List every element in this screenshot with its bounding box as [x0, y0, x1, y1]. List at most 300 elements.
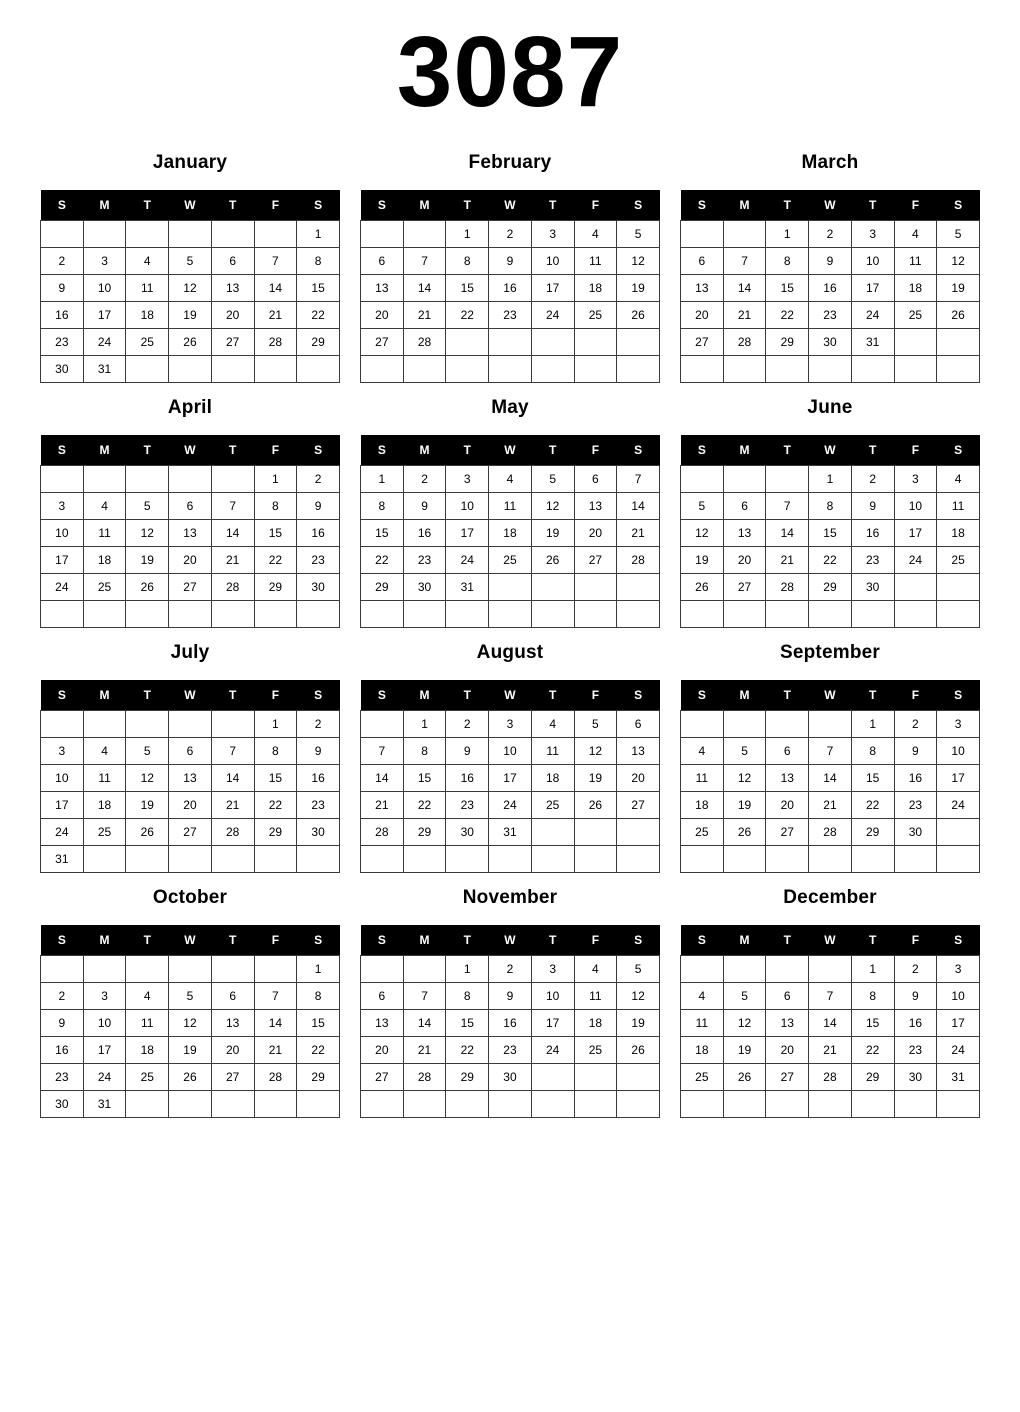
day-cell[interactable]: 6: [574, 466, 617, 493]
day-cell[interactable]: 22: [766, 302, 809, 329]
day-cell[interactable]: 3: [83, 248, 126, 275]
day-cell[interactable]: 15: [851, 765, 894, 792]
day-cell[interactable]: 17: [83, 1037, 126, 1064]
day-cell[interactable]: 30: [489, 1064, 532, 1091]
day-cell[interactable]: 26: [617, 1037, 660, 1064]
day-cell[interactable]: 19: [169, 302, 212, 329]
day-cell[interactable]: 1: [446, 956, 489, 983]
day-cell[interactable]: 30: [41, 1091, 84, 1118]
day-cell[interactable]: 9: [41, 1010, 84, 1037]
day-cell[interactable]: 26: [169, 329, 212, 356]
day-cell[interactable]: 4: [489, 466, 532, 493]
day-cell[interactable]: 19: [617, 1010, 660, 1037]
day-cell[interactable]: 31: [83, 1091, 126, 1118]
day-cell[interactable]: 8: [254, 493, 297, 520]
day-cell[interactable]: 14: [617, 493, 660, 520]
day-cell[interactable]: 10: [937, 738, 980, 765]
day-cell[interactable]: 12: [723, 765, 766, 792]
day-cell[interactable]: 23: [894, 1037, 937, 1064]
day-cell[interactable]: 14: [809, 765, 852, 792]
day-cell[interactable]: 13: [361, 1010, 404, 1037]
day-cell[interactable]: 4: [126, 248, 169, 275]
day-cell[interactable]: 22: [297, 302, 340, 329]
day-cell[interactable]: 25: [937, 547, 980, 574]
day-cell[interactable]: 23: [403, 547, 446, 574]
day-cell[interactable]: 23: [489, 302, 532, 329]
day-cell[interactable]: 10: [41, 765, 84, 792]
day-cell[interactable]: 11: [83, 520, 126, 547]
day-cell[interactable]: 15: [809, 520, 852, 547]
day-cell[interactable]: 2: [41, 983, 84, 1010]
day-cell[interactable]: 21: [723, 302, 766, 329]
day-cell[interactable]: 6: [361, 983, 404, 1010]
day-cell[interactable]: 1: [297, 221, 340, 248]
day-cell[interactable]: 8: [297, 248, 340, 275]
day-cell[interactable]: 19: [723, 792, 766, 819]
day-cell[interactable]: 2: [489, 956, 532, 983]
day-cell[interactable]: 2: [446, 711, 489, 738]
day-cell[interactable]: 4: [681, 738, 724, 765]
day-cell[interactable]: 11: [681, 1010, 724, 1037]
day-cell[interactable]: 24: [531, 302, 574, 329]
day-cell[interactable]: 16: [489, 1010, 532, 1037]
day-cell[interactable]: 14: [254, 275, 297, 302]
day-cell[interactable]: 3: [851, 221, 894, 248]
day-cell[interactable]: 12: [617, 248, 660, 275]
day-cell[interactable]: 11: [894, 248, 937, 275]
day-cell[interactable]: 27: [361, 329, 404, 356]
day-cell[interactable]: 15: [297, 1010, 340, 1037]
day-cell[interactable]: 16: [809, 275, 852, 302]
day-cell[interactable]: 11: [574, 248, 617, 275]
day-cell[interactable]: 24: [83, 329, 126, 356]
day-cell[interactable]: 12: [681, 520, 724, 547]
day-cell[interactable]: 21: [766, 547, 809, 574]
day-cell[interactable]: 30: [297, 819, 340, 846]
day-cell[interactable]: 21: [809, 1037, 852, 1064]
day-cell[interactable]: 25: [574, 1037, 617, 1064]
day-cell[interactable]: 3: [531, 956, 574, 983]
day-cell[interactable]: 16: [851, 520, 894, 547]
day-cell[interactable]: 14: [254, 1010, 297, 1037]
day-cell[interactable]: 6: [169, 738, 212, 765]
day-cell[interactable]: 5: [937, 221, 980, 248]
day-cell[interactable]: 29: [446, 1064, 489, 1091]
day-cell[interactable]: 27: [766, 1064, 809, 1091]
day-cell[interactable]: 7: [254, 983, 297, 1010]
day-cell[interactable]: 29: [254, 574, 297, 601]
day-cell[interactable]: 24: [937, 1037, 980, 1064]
day-cell[interactable]: 6: [211, 983, 254, 1010]
day-cell[interactable]: 9: [446, 738, 489, 765]
day-cell[interactable]: 20: [361, 1037, 404, 1064]
day-cell[interactable]: 28: [403, 1064, 446, 1091]
day-cell[interactable]: 15: [297, 275, 340, 302]
day-cell[interactable]: 9: [403, 493, 446, 520]
day-cell[interactable]: 10: [41, 520, 84, 547]
day-cell[interactable]: 1: [851, 711, 894, 738]
day-cell[interactable]: 3: [531, 221, 574, 248]
day-cell[interactable]: 12: [617, 983, 660, 1010]
day-cell[interactable]: 4: [574, 956, 617, 983]
day-cell[interactable]: 23: [489, 1037, 532, 1064]
day-cell[interactable]: 30: [809, 329, 852, 356]
day-cell[interactable]: 29: [851, 1064, 894, 1091]
day-cell[interactable]: 19: [617, 275, 660, 302]
day-cell[interactable]: 7: [809, 983, 852, 1010]
day-cell[interactable]: 9: [894, 983, 937, 1010]
day-cell[interactable]: 14: [361, 765, 404, 792]
day-cell[interactable]: 12: [574, 738, 617, 765]
day-cell[interactable]: 22: [254, 547, 297, 574]
day-cell[interactable]: 25: [83, 574, 126, 601]
day-cell[interactable]: 13: [681, 275, 724, 302]
day-cell[interactable]: 20: [361, 302, 404, 329]
day-cell[interactable]: 12: [723, 1010, 766, 1037]
day-cell[interactable]: 4: [83, 493, 126, 520]
day-cell[interactable]: 2: [297, 466, 340, 493]
day-cell[interactable]: 20: [169, 792, 212, 819]
day-cell[interactable]: 26: [681, 574, 724, 601]
day-cell[interactable]: 7: [617, 466, 660, 493]
day-cell[interactable]: 21: [211, 792, 254, 819]
day-cell[interactable]: 16: [297, 520, 340, 547]
day-cell[interactable]: 9: [851, 493, 894, 520]
day-cell[interactable]: 20: [723, 547, 766, 574]
day-cell[interactable]: 11: [574, 983, 617, 1010]
day-cell[interactable]: 21: [254, 302, 297, 329]
day-cell[interactable]: 31: [489, 819, 532, 846]
day-cell[interactable]: 3: [41, 493, 84, 520]
day-cell[interactable]: 1: [361, 466, 404, 493]
day-cell[interactable]: 4: [894, 221, 937, 248]
day-cell[interactable]: 10: [937, 983, 980, 1010]
day-cell[interactable]: 27: [211, 1064, 254, 1091]
day-cell[interactable]: 26: [574, 792, 617, 819]
day-cell[interactable]: 5: [681, 493, 724, 520]
day-cell[interactable]: 6: [211, 248, 254, 275]
day-cell[interactable]: 8: [446, 983, 489, 1010]
day-cell[interactable]: 4: [126, 983, 169, 1010]
day-cell[interactable]: 18: [681, 1037, 724, 1064]
day-cell[interactable]: 29: [809, 574, 852, 601]
day-cell[interactable]: 24: [489, 792, 532, 819]
day-cell[interactable]: 8: [766, 248, 809, 275]
day-cell[interactable]: 16: [403, 520, 446, 547]
day-cell[interactable]: 17: [531, 1010, 574, 1037]
day-cell[interactable]: 6: [361, 248, 404, 275]
day-cell[interactable]: 31: [41, 846, 84, 873]
day-cell[interactable]: 6: [681, 248, 724, 275]
day-cell[interactable]: 26: [617, 302, 660, 329]
day-cell[interactable]: 2: [894, 956, 937, 983]
day-cell[interactable]: 15: [254, 520, 297, 547]
day-cell[interactable]: 12: [169, 275, 212, 302]
day-cell[interactable]: 18: [83, 547, 126, 574]
day-cell[interactable]: 27: [617, 792, 660, 819]
day-cell[interactable]: 22: [297, 1037, 340, 1064]
day-cell[interactable]: 25: [126, 329, 169, 356]
day-cell[interactable]: 27: [211, 329, 254, 356]
day-cell[interactable]: 13: [211, 1010, 254, 1037]
day-cell[interactable]: 17: [937, 1010, 980, 1037]
day-cell[interactable]: 18: [681, 792, 724, 819]
day-cell[interactable]: 6: [723, 493, 766, 520]
day-cell[interactable]: 10: [851, 248, 894, 275]
day-cell[interactable]: 31: [937, 1064, 980, 1091]
day-cell[interactable]: 11: [126, 1010, 169, 1037]
day-cell[interactable]: 1: [403, 711, 446, 738]
day-cell[interactable]: 27: [766, 819, 809, 846]
day-cell[interactable]: 16: [489, 275, 532, 302]
day-cell[interactable]: 25: [83, 819, 126, 846]
day-cell[interactable]: 9: [41, 275, 84, 302]
day-cell[interactable]: 23: [297, 792, 340, 819]
day-cell[interactable]: 18: [937, 520, 980, 547]
day-cell[interactable]: 28: [254, 1064, 297, 1091]
day-cell[interactable]: 9: [894, 738, 937, 765]
day-cell[interactable]: 4: [531, 711, 574, 738]
day-cell[interactable]: 3: [894, 466, 937, 493]
day-cell[interactable]: 19: [531, 520, 574, 547]
day-cell[interactable]: 22: [446, 302, 489, 329]
day-cell[interactable]: 9: [297, 493, 340, 520]
day-cell[interactable]: 13: [169, 520, 212, 547]
day-cell[interactable]: 12: [531, 493, 574, 520]
day-cell[interactable]: 6: [766, 983, 809, 1010]
day-cell[interactable]: 30: [403, 574, 446, 601]
day-cell[interactable]: 4: [83, 738, 126, 765]
day-cell[interactable]: 16: [41, 1037, 84, 1064]
day-cell[interactable]: 20: [681, 302, 724, 329]
day-cell[interactable]: 18: [574, 275, 617, 302]
day-cell[interactable]: 7: [766, 493, 809, 520]
day-cell[interactable]: 30: [894, 819, 937, 846]
day-cell[interactable]: 19: [574, 765, 617, 792]
day-cell[interactable]: 19: [723, 1037, 766, 1064]
day-cell[interactable]: 8: [254, 738, 297, 765]
day-cell[interactable]: 14: [766, 520, 809, 547]
day-cell[interactable]: 5: [617, 956, 660, 983]
day-cell[interactable]: 26: [531, 547, 574, 574]
day-cell[interactable]: 17: [851, 275, 894, 302]
day-cell[interactable]: 14: [723, 275, 766, 302]
day-cell[interactable]: 25: [531, 792, 574, 819]
day-cell[interactable]: 29: [403, 819, 446, 846]
day-cell[interactable]: 11: [937, 493, 980, 520]
day-cell[interactable]: 20: [617, 765, 660, 792]
day-cell[interactable]: 13: [723, 520, 766, 547]
day-cell[interactable]: 23: [809, 302, 852, 329]
day-cell[interactable]: 28: [723, 329, 766, 356]
day-cell[interactable]: 2: [41, 248, 84, 275]
day-cell[interactable]: 21: [361, 792, 404, 819]
day-cell[interactable]: 7: [403, 248, 446, 275]
day-cell[interactable]: 9: [297, 738, 340, 765]
day-cell[interactable]: 17: [937, 765, 980, 792]
day-cell[interactable]: 1: [254, 711, 297, 738]
day-cell[interactable]: 18: [574, 1010, 617, 1037]
day-cell[interactable]: 24: [446, 547, 489, 574]
day-cell[interactable]: 20: [766, 792, 809, 819]
day-cell[interactable]: 27: [574, 547, 617, 574]
day-cell[interactable]: 18: [126, 1037, 169, 1064]
day-cell[interactable]: 1: [766, 221, 809, 248]
day-cell[interactable]: 31: [446, 574, 489, 601]
day-cell[interactable]: 23: [446, 792, 489, 819]
day-cell[interactable]: 12: [126, 765, 169, 792]
day-cell[interactable]: 23: [851, 547, 894, 574]
day-cell[interactable]: 16: [446, 765, 489, 792]
day-cell[interactable]: 6: [617, 711, 660, 738]
day-cell[interactable]: 12: [937, 248, 980, 275]
day-cell[interactable]: 17: [894, 520, 937, 547]
day-cell[interactable]: 13: [574, 493, 617, 520]
day-cell[interactable]: 20: [211, 302, 254, 329]
day-cell[interactable]: 28: [809, 1064, 852, 1091]
day-cell[interactable]: 3: [41, 738, 84, 765]
day-cell[interactable]: 28: [211, 819, 254, 846]
day-cell[interactable]: 17: [83, 302, 126, 329]
day-cell[interactable]: 27: [681, 329, 724, 356]
day-cell[interactable]: 9: [489, 983, 532, 1010]
day-cell[interactable]: 12: [126, 520, 169, 547]
day-cell[interactable]: 19: [681, 547, 724, 574]
day-cell[interactable]: 23: [41, 1064, 84, 1091]
day-cell[interactable]: 28: [766, 574, 809, 601]
day-cell[interactable]: 9: [809, 248, 852, 275]
day-cell[interactable]: 22: [361, 547, 404, 574]
day-cell[interactable]: 13: [169, 765, 212, 792]
day-cell[interactable]: 5: [574, 711, 617, 738]
day-cell[interactable]: 8: [297, 983, 340, 1010]
day-cell[interactable]: 15: [446, 275, 489, 302]
day-cell[interactable]: 29: [254, 819, 297, 846]
day-cell[interactable]: 5: [169, 248, 212, 275]
day-cell[interactable]: 17: [531, 275, 574, 302]
day-cell[interactable]: 10: [531, 983, 574, 1010]
day-cell[interactable]: 8: [851, 983, 894, 1010]
day-cell[interactable]: 23: [297, 547, 340, 574]
day-cell[interactable]: 27: [169, 574, 212, 601]
day-cell[interactable]: 1: [254, 466, 297, 493]
day-cell[interactable]: 24: [894, 547, 937, 574]
day-cell[interactable]: 15: [766, 275, 809, 302]
day-cell[interactable]: 26: [169, 1064, 212, 1091]
day-cell[interactable]: 23: [41, 329, 84, 356]
day-cell[interactable]: 22: [851, 792, 894, 819]
day-cell[interactable]: 4: [681, 983, 724, 1010]
day-cell[interactable]: 10: [83, 275, 126, 302]
day-cell[interactable]: 23: [894, 792, 937, 819]
day-cell[interactable]: 25: [894, 302, 937, 329]
day-cell[interactable]: 3: [489, 711, 532, 738]
day-cell[interactable]: 25: [126, 1064, 169, 1091]
day-cell[interactable]: 20: [766, 1037, 809, 1064]
day-cell[interactable]: 5: [723, 983, 766, 1010]
day-cell[interactable]: 26: [937, 302, 980, 329]
day-cell[interactable]: 5: [126, 493, 169, 520]
day-cell[interactable]: 10: [531, 248, 574, 275]
day-cell[interactable]: 16: [41, 302, 84, 329]
day-cell[interactable]: 13: [211, 275, 254, 302]
day-cell[interactable]: 22: [254, 792, 297, 819]
day-cell[interactable]: 21: [254, 1037, 297, 1064]
day-cell[interactable]: 31: [851, 329, 894, 356]
day-cell[interactable]: 28: [361, 819, 404, 846]
day-cell[interactable]: 18: [531, 765, 574, 792]
day-cell[interactable]: 2: [809, 221, 852, 248]
day-cell[interactable]: 11: [681, 765, 724, 792]
day-cell[interactable]: 30: [446, 819, 489, 846]
day-cell[interactable]: 14: [211, 765, 254, 792]
day-cell[interactable]: 5: [126, 738, 169, 765]
day-cell[interactable]: 30: [297, 574, 340, 601]
day-cell[interactable]: 14: [211, 520, 254, 547]
day-cell[interactable]: 29: [361, 574, 404, 601]
day-cell[interactable]: 24: [851, 302, 894, 329]
day-cell[interactable]: 5: [169, 983, 212, 1010]
day-cell[interactable]: 3: [937, 956, 980, 983]
day-cell[interactable]: 12: [169, 1010, 212, 1037]
day-cell[interactable]: 27: [723, 574, 766, 601]
day-cell[interactable]: 10: [489, 738, 532, 765]
day-cell[interactable]: 25: [574, 302, 617, 329]
day-cell[interactable]: 29: [297, 1064, 340, 1091]
day-cell[interactable]: 7: [361, 738, 404, 765]
day-cell[interactable]: 29: [851, 819, 894, 846]
day-cell[interactable]: 22: [446, 1037, 489, 1064]
day-cell[interactable]: 30: [41, 356, 84, 383]
day-cell[interactable]: 18: [489, 520, 532, 547]
day-cell[interactable]: 20: [169, 547, 212, 574]
day-cell[interactable]: 15: [254, 765, 297, 792]
day-cell[interactable]: 7: [403, 983, 446, 1010]
day-cell[interactable]: 4: [574, 221, 617, 248]
day-cell[interactable]: 9: [489, 248, 532, 275]
day-cell[interactable]: 28: [211, 574, 254, 601]
day-cell[interactable]: 6: [169, 493, 212, 520]
day-cell[interactable]: 14: [403, 275, 446, 302]
day-cell[interactable]: 30: [894, 1064, 937, 1091]
day-cell[interactable]: 19: [126, 547, 169, 574]
day-cell[interactable]: 15: [446, 1010, 489, 1037]
day-cell[interactable]: 26: [723, 1064, 766, 1091]
day-cell[interactable]: 20: [574, 520, 617, 547]
day-cell[interactable]: 21: [809, 792, 852, 819]
day-cell[interactable]: 18: [126, 302, 169, 329]
day-cell[interactable]: 7: [211, 493, 254, 520]
day-cell[interactable]: 2: [894, 711, 937, 738]
day-cell[interactable]: 24: [937, 792, 980, 819]
day-cell[interactable]: 26: [126, 819, 169, 846]
day-cell[interactable]: 8: [809, 493, 852, 520]
day-cell[interactable]: 25: [489, 547, 532, 574]
day-cell[interactable]: 22: [809, 547, 852, 574]
day-cell[interactable]: 2: [489, 221, 532, 248]
day-cell[interactable]: 24: [531, 1037, 574, 1064]
day-cell[interactable]: 16: [894, 765, 937, 792]
day-cell[interactable]: 11: [531, 738, 574, 765]
day-cell[interactable]: 16: [894, 1010, 937, 1037]
day-cell[interactable]: 5: [617, 221, 660, 248]
day-cell[interactable]: 16: [297, 765, 340, 792]
day-cell[interactable]: 18: [894, 275, 937, 302]
day-cell[interactable]: 11: [83, 765, 126, 792]
day-cell[interactable]: 21: [403, 1037, 446, 1064]
day-cell[interactable]: 28: [254, 329, 297, 356]
day-cell[interactable]: 8: [403, 738, 446, 765]
